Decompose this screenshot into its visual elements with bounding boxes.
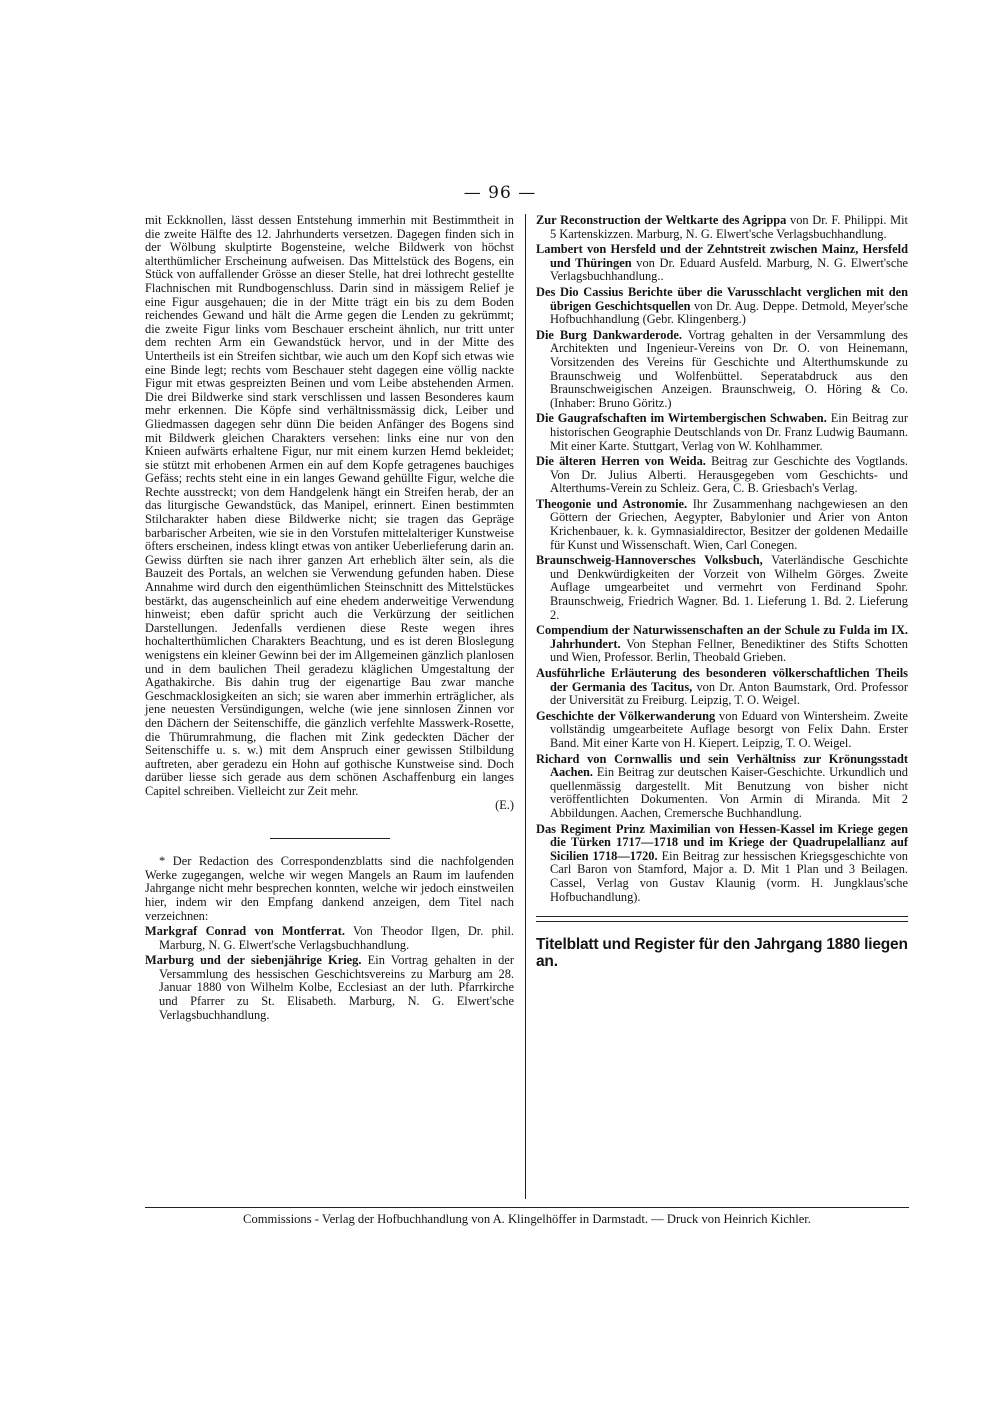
section-divider <box>270 838 390 839</box>
entry-title: Die Gaugrafschaften im Wirtembergischen Schwaben. <box>536 411 827 426</box>
bibliography-entry <box>536 286 908 327</box>
bibliography-entry <box>536 667 908 708</box>
entry-details: Vaterländische Geschichte und Denkwürdigkeiten der Vorzeit von Wilhelm Görges. Zweite Auflage umgearbeitet und vermehrt von Ferdinand Spohr. Braunschweig, Friedrich Wagner. Bd. 1. Lieferung 1. Bd. 2. Lieferung 2. <box>550 553 908 622</box>
entry-title: Markgraf Conrad von Montferrat. <box>145 924 345 939</box>
entry-details: von Dr. F. Philippi. Mit 5 Kartenskizzen. Marburg, N. G. Elwert'sche Verlagsbuchhandlung. <box>550 213 908 241</box>
right-entry-list <box>536 214 908 904</box>
entry-title: Theogonie und Astronomie. <box>536 496 688 511</box>
bibliography-entry <box>145 925 514 952</box>
entry-title: Compendium der Naturwissenschaften an der Schule zu Fulda im IX. Jahrhundert. <box>536 623 908 651</box>
left-column <box>145 214 514 1024</box>
publisher-imprint: Commissions - Verlag der Hofbuchhandlung von A. Klingelhöffer in Darmstadt. — Druck von Heinrich Kichler. <box>243 1212 811 1226</box>
article-body: mit Eckknollen, lässt dessen Entstehung immerhin mit Bestimmtheit in die zweite Hälfte des 12. Jahrhunderts versetzen. Dagegen finden sich in der Wölbung skulptirte Bogensteine, welche Bildwerk von höchst alterthümlicher Erscheinung aufweisen. Das Mittelstück des Bogens, ein Stück von auffallender Grösse an dieser Stelle, hat drei lothrecht gestellte Flachnischen mit Rundbogenschluss. Darin sind in mässigem Relief je eine Figur ausgehauen; die in der Mitte trägt ein bis zu dem Boden reichendes Gewand und hält die Arme gegen die Lenden zu gekrümmt; die zweite Figur links vom Beschauer erscheint ähnlich, nur tritt unter dem rechten Arm ein Gewandstück hervor, und in der Mitte des Untertheils ist ein Streifen sichtbar, wie auch um den Kopf sich etwas wie eine Binde legt; rechts vom Beschauer steht dagegen eine völlig nackte Figur mit etwas gespreizten Beinen und vom Leibe abstehenden Armen. Die drei Bildwerke sind stark verschlissen und lassen Besonderes kaum mehr erkennen. Die Köpfe sind verhältnissmässig dick, Leiber und Gliedmassen dagegen sehr dünn Die beiden Anfänger des Bogens sind mit Bildwerk gleichen Charakters versehen: links eine nur von den Knieen aufwärts erhaltene Figur, nur mit einem kurzen Hemd bekleidet; sie stützt mit erhobenen Armen ein auf dem Kopfe getragenes bauchiges Gefäss; rechts steht eine in ein langes Gewand gehüllte Figur, welche die Rechte ausstreckt; von dem Handgelenk hängt ein Streifen herab, der an das liturgische Gewandstück, das Manipel, erinnert. Einen bestimmten Stilcharakter haben diese Bildwerke nicht; sie tragen das Gepräge barbarischer Arbeiten, wie sie in den Vorstufen mittelalteriger Kunstweise öfters erscheinen, indess klingt etwas von antiker Ueberlieferung darin an. Gewiss dürften sie nach ihrer ganzen Art erheblich älter sein, als die Bauzeit des Portals, an welchen sie Verwendung gefunden haben. Diese Annahme wird durch den eigenthümlichen Steinschnitt des Mittelstückes bestärkt, das augenscheinlich auf eine ehedem anderweitige Verwendung hinweist; eben dafür spricht auch die Verkürzung der seitlichen Darstellungen. Jedenfalls verdienen diese Reste wegen ihres hochalterthümlichen Charakters Beachtung, und es ist deren Bloslegung wenigstens ein kleiner Gewinn bei der im Allgemeinen gänzlich planlosen und in dem baulichen Theil geradezu kläglichen Umgestaltung der Agathakirche. Bis dahin trug der eigenartige Bau zwar manche Geschmacklosigkeiten an sich; sie waren aber immerhin erträglicher, als jene neuesten Versündigungen, welche (wie jene sinnlosen Zinnen vor den Dächern der Seitenschiffe, die gänzlich verfehlte Masswerk-Rosette, die Thürumrahmung, die flachen mit Zink gedeckten Dächer der Seitenschiffe u. s. w.) mit dem Anspruch einer gewissen Stilbildung auftreten, aber geradezu ein Hohn auf gothische Kunstweise sind. Doch darüber liesse sich gerade aus dem schönen Aschaffenburg ein langes Capitel schreiben. Vielleicht zur Zeit mehr. <box>145 213 514 798</box>
footer-rule <box>145 1207 909 1208</box>
bibliography-entry <box>536 823 908 905</box>
entry-title: Marburg und der siebenjährige Krieg. <box>145 953 362 968</box>
entry-details: Beitrag zur Geschichte des Vogtlands. Von Dr. Julius Alberti. Herausgegeben vom Geschichts- und Alterthums-Verein zu Schleiz. Gera, C. B. Griesbach's Verlag. <box>550 454 908 496</box>
bibliography-entry <box>536 329 908 411</box>
entry-details: von Eduard von Wintersheim. Zweite vollständig umgearbeitete Auflage besorgt von Felix Dahn. Erster Band. Mit einer Karte von H. Kiepert. Leipzig, T. O. Weigel. <box>550 708 909 750</box>
article-signature: (E.) <box>495 797 514 812</box>
entry-details: Ein Beitrag zur historischen Geographie Deutschlands von Dr. Franz Ludwig Baumann. Mit einer Karte. Stuttgart, Verlag von W. Kohlhammer. <box>550 411 909 453</box>
column-divider <box>525 214 526 1199</box>
entry-details: von Dr. Anton Baumstark, Ord. Professor der Universität zu Freiburg. Leipzig, T. O. Weigel. <box>550 679 908 708</box>
entry-details: von Dr. Aug. Deppe. Detmold, Meyer'sche Hofbuchhandlung (Gebr. Klingenberg.) <box>550 298 908 327</box>
entry-title: Des Dio Cassius Berichte über die Varusschlacht verglichen mit den übrigen Geschichtsquellen <box>536 284 908 313</box>
bibliography-entry <box>536 498 908 552</box>
entry-details: Von Stephan Fellner, Benediktiner des Stifts Schotten und Wien, Professor. Berlin, Theobald Grieben. <box>550 636 908 665</box>
entry-title: Braunschweig-Hannoversches Volksbuch, <box>536 553 763 568</box>
entry-details: Vortrag gehalten in der Versammlung des Architekten und Ingenieur-Vereins von Dr. O. von Heinemann, Vorsitzenden des Vereins für Geschichte und Alterthumskunde zu Braunschweig und Wolfenbüttel. Seperatabdruck aus den Braunschweigischen Anzeigen. Braunschweig, O. Höring & Co. (Inhaber: Bruno Göritz.) <box>550 327 909 410</box>
entry-title: Das Regiment Prinz Maximilian von Hessen-Kassel im Kriege gegen die Türken 1717—1718 und im Kriege der Quadrupelallianz auf Sicilien 1718—1720. <box>536 821 908 863</box>
bibliography-entry <box>145 954 514 1022</box>
entry-title: Die Burg Dankwarderode. <box>536 327 682 342</box>
bibliography-entry <box>536 412 908 453</box>
entry-details: von Dr. Eduard Ausfeld. Marburg, N. G. Elwert'sche Verlagsbuchhandlung.. <box>550 255 909 284</box>
entry-details: Ein Beitrag zur hessischen Kriegsgeschichte von Carl Baron von Stamford, Major a. D. Mit 1 Plan und 3 Beilagen. Cassel, Verlag von Gustav Klaunig (vorm. H. Jungklaus'sche Hofbuchandlung). <box>550 848 908 904</box>
entry-details: Von Theodor Ilgen, Dr. phil. Marburg, N. G. Elwert'sche Verlagsbuchhandlung. <box>159 924 514 952</box>
bibliography-entry <box>536 554 908 622</box>
register-notice: Titelblatt und Register für den Jahrgang 1880 liegen an. <box>536 936 908 971</box>
notice-divider <box>536 916 908 922</box>
bibliography-entry <box>536 753 908 821</box>
entry-title: Zur Reconstruction der Weltkarte des Agrippa <box>536 213 787 227</box>
bibliography-entry <box>536 455 908 496</box>
footnote-intro: * Der Redaction des Correspondenzblatts sind die nachfolgenden Werke zugegangen, welche wir wegen Mangels an Raum im laufenden Jahrgange nicht mehr besprechen konnten, welche wir jedoch einstweilen hier, indem wir den Empfang dankend anzeigen, dem Titel nach verzeichnen: <box>145 854 514 923</box>
entry-details: Ein Vortrag gehalten in der Versammlung des hessischen Geschichtsvereins zu Marburg am 28. Januar 1880 von Wilhelm Kolbe, Ecclesiast an der luth. Pfarrkirche und Pfarrer zu St. Elisabeth. Marburg, N. G. Elwert'sche Verlagsbuchhandlung. <box>159 953 514 1022</box>
right-column <box>536 214 908 970</box>
entry-title: Lambert von Hersfeld und der Zehntstreit zwischen Mainz, Hersfeld und Thüringen <box>536 242 908 270</box>
bibliography-entry <box>536 710 908 751</box>
article-text <box>145 214 514 812</box>
article-end <box>145 799 514 813</box>
entry-details: Ein Beitrag zur deutschen Kaiser-Geschichte. Urkundlich und quellenmässig dargestellt. Mit Benutzung von bisher nicht veröffentlichten Dokumenten. Von Armin di Miranda. Mit 2 Abbildungen. Aachen, Cremersche Buchhandlung. <box>550 765 908 820</box>
page-number: — 96 — <box>463 183 537 203</box>
entry-title: Richard von Cornwallis und sein Verhältniss zur Krönungsstadt Aachen. <box>536 751 908 780</box>
entry-title: Die älteren Herren von Weida. <box>536 454 706 469</box>
bibliography-entry <box>536 243 908 284</box>
left-entry-list <box>145 925 514 1022</box>
entry-title: Ausführliche Erläuterung des besonderen völkerschaftlichen Theils der Germania des Tacitus, <box>536 666 908 694</box>
bibliography-entry <box>536 214 908 241</box>
entry-title: Geschichte der Völkerwanderung <box>536 708 716 723</box>
bibliography-entry <box>536 624 908 665</box>
entry-details: Ihr Zusammenhang nachgewiesen an den Göttern der Griechen, Aegypter, Babylonier und Arier von Anton Krichenbauer, k. k. Gymnasialdirector, Besitzer der goldenen Medaille für Kunst und Wissenschaft. Wien, Carl Conegen. <box>550 496 909 552</box>
